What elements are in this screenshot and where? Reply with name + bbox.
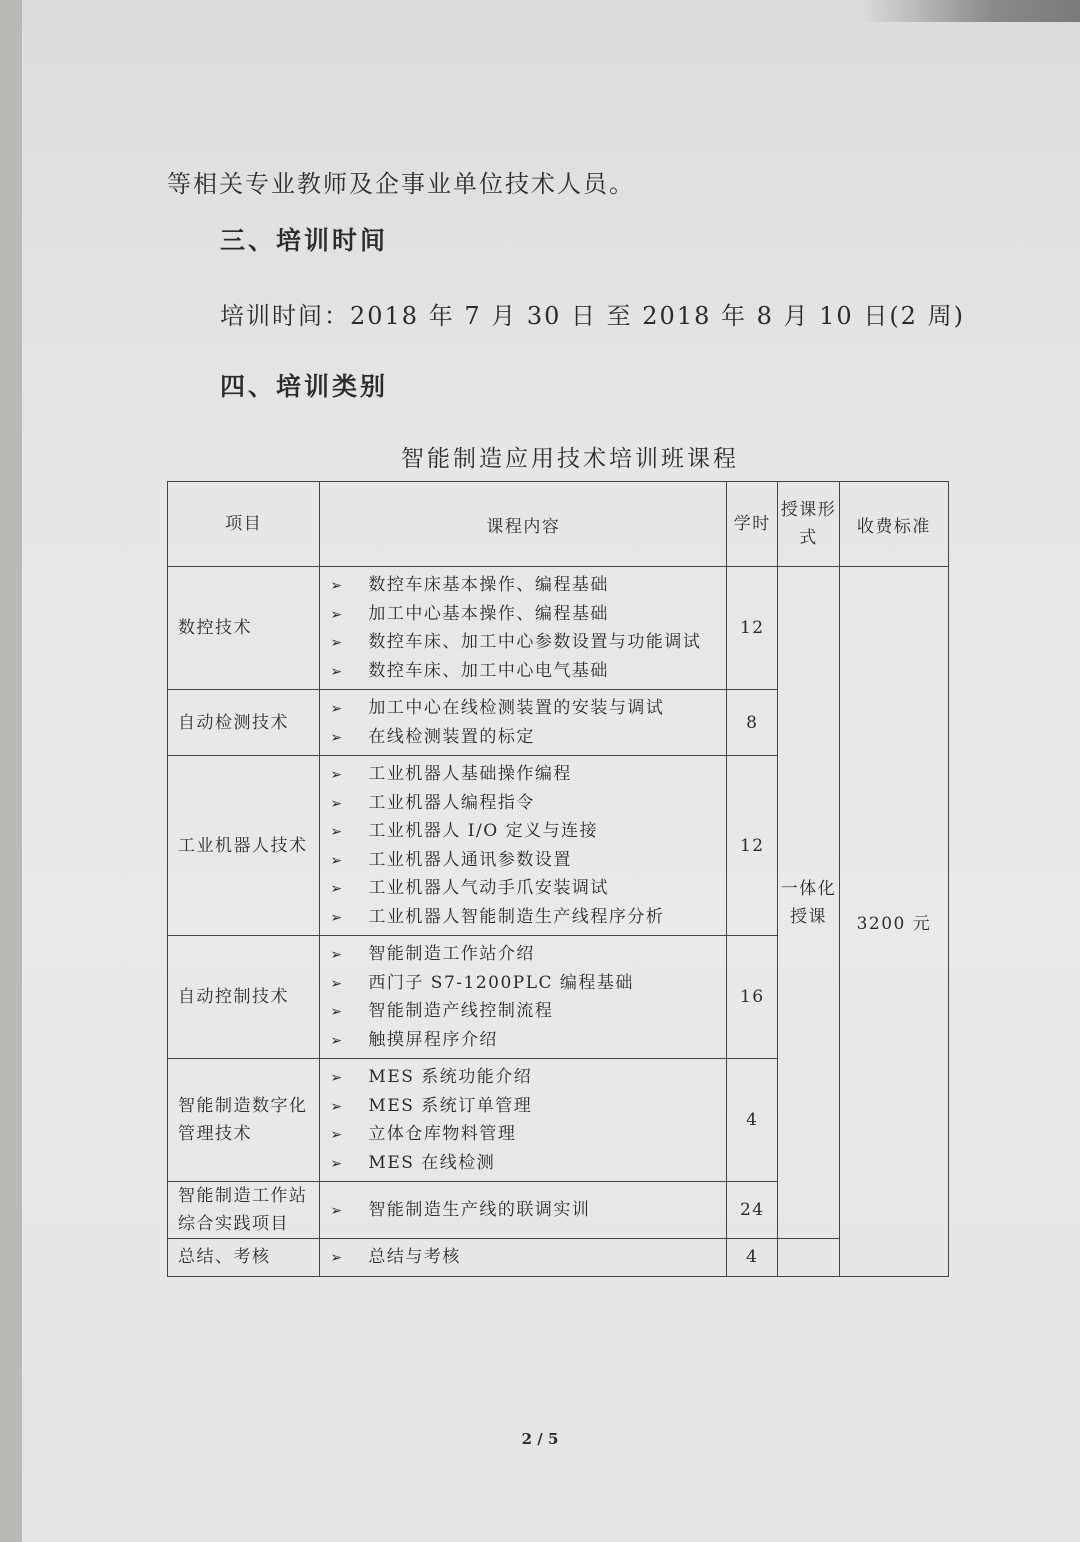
row-content — [320, 1059, 727, 1182]
list-item — [330, 723, 726, 752]
row-project: 智能制造数字化管理技术 — [168, 1059, 320, 1182]
row-hours: 24 — [727, 1182, 778, 1239]
row-hours: 12 — [727, 567, 778, 690]
course-table — [167, 481, 949, 1277]
arrow-bullet-icon: ➢ — [330, 701, 344, 717]
list-item-text: 数控车床、加工中心电气基础 — [368, 660, 609, 681]
arrow-bullet-icon: ➢ — [330, 1250, 344, 1266]
row-project: 数控技术 — [168, 567, 320, 690]
list-item-text: 工业机器人基础操作编程 — [368, 764, 572, 784]
list-item — [330, 628, 726, 657]
list-item-text: MES 在线检测 — [368, 1152, 496, 1173]
list-item-text: 工业机器人通讯参数设置 — [368, 849, 572, 870]
arrow-bullet-icon: ➢ — [330, 1098, 344, 1115]
row-project: 自动检测技术 — [168, 690, 320, 756]
list-item — [330, 903, 726, 932]
row-hours: 12 — [727, 756, 778, 936]
arrow-bullet-icon: ➢ — [330, 663, 344, 680]
arrow-bullet-icon: ➢ — [330, 947, 344, 963]
list-item — [330, 694, 726, 723]
list-item — [330, 846, 726, 875]
list-item — [330, 874, 726, 903]
list-item — [330, 940, 726, 969]
list-item-text: 工业机器人智能制造生产线程序分析 — [368, 906, 665, 927]
list-item-text: 智能制造生产线的联调实训 — [368, 1199, 591, 1220]
row-project: 自动控制技术 — [168, 936, 320, 1059]
row-content — [320, 567, 727, 690]
page-number: 2 / 5 — [521, 1430, 559, 1448]
list-item — [330, 1149, 726, 1178]
list-item-text: 在线检测装置的标定 — [368, 726, 535, 747]
section4-heading: 四、培训类别 — [220, 372, 389, 401]
arrow-bullet-icon: ➢ — [330, 909, 344, 926]
arrow-bullet-icon: ➢ — [330, 606, 344, 623]
list-item — [330, 817, 726, 846]
table-row — [168, 1239, 949, 1277]
row-project: 总结、考核 — [168, 1239, 320, 1277]
intro-tail-text: 等相关专业教师及企事业单位技术人员。 — [167, 170, 635, 198]
header-project: 项目 — [168, 482, 320, 567]
list-item-text: 触摸屏程序介绍 — [368, 1029, 498, 1050]
list-item-text: 总结与考核 — [368, 1247, 461, 1267]
teaching-form-cell: 一体化授课 — [778, 567, 840, 1239]
list-item-text: 加工中心基本操作、编程基础 — [368, 603, 609, 624]
row-hours: 16 — [727, 936, 778, 1059]
arrow-bullet-icon: ➢ — [330, 1070, 344, 1086]
row-content — [320, 1239, 727, 1277]
arrow-bullet-icon: ➢ — [330, 1127, 344, 1143]
row-hours: 4 — [727, 1059, 778, 1182]
list-item — [330, 789, 726, 818]
list-item — [330, 1196, 726, 1225]
row-content — [320, 756, 727, 936]
table-caption: 智能制造应用技术培训班课程 — [401, 446, 739, 472]
header-hours: 学时 — [727, 482, 778, 567]
row-content — [320, 1182, 727, 1239]
list-item-text: MES 系统订单管理 — [368, 1095, 533, 1116]
list-item-text: 工业机器人 I/O 定义与连接 — [368, 821, 599, 841]
list-item-text: 智能制造工作站介绍 — [368, 944, 535, 964]
list-item — [330, 1243, 726, 1272]
header-fee: 收费标准 — [839, 482, 948, 567]
list-item — [330, 657, 726, 686]
arrow-bullet-icon: ➢ — [330, 1202, 344, 1219]
row-project: 智能制造工作站综合实践项目 — [168, 1182, 320, 1239]
list-item — [330, 1092, 726, 1121]
arrow-bullet-icon: ➢ — [330, 767, 344, 783]
list-item — [330, 600, 726, 629]
row-hours: 4 — [727, 1239, 778, 1277]
arrow-bullet-icon: ➢ — [330, 824, 344, 840]
arrow-bullet-icon: ➢ — [330, 795, 344, 812]
arrow-bullet-icon: ➢ — [330, 852, 344, 869]
arrow-bullet-icon: ➢ — [330, 578, 344, 594]
list-item — [330, 1026, 726, 1055]
list-item-text: 工业机器人气动手爪安装调试 — [368, 878, 609, 898]
training-time-text: 培训时间：2018 年 7 月 30 日 至 2018 年 8 月 10 日(2 周) — [220, 302, 965, 330]
arrow-bullet-icon: ➢ — [330, 1032, 344, 1049]
fee-cell: 3200 元 — [839, 567, 948, 1277]
list-item-text: 工业机器人编程指令 — [368, 792, 535, 813]
arrow-bullet-icon: ➢ — [330, 1004, 344, 1020]
header-form: 授课形式 — [778, 482, 840, 567]
list-item-text: MES 系统功能介绍 — [368, 1067, 533, 1087]
list-item — [330, 1120, 726, 1149]
empty-form-cell — [778, 1239, 840, 1277]
list-item-text: 智能制造产线控制流程 — [368, 1001, 554, 1021]
list-item-text: 西门子 S7-1200PLC 编程基础 — [368, 972, 634, 993]
list-item-text: 立体仓库物料管理 — [368, 1124, 517, 1144]
row-hours: 8 — [727, 690, 778, 756]
arrow-bullet-icon: ➢ — [330, 635, 344, 651]
list-item-text: 加工中心在线检测装置的安装与调试 — [368, 698, 665, 718]
arrow-bullet-icon: ➢ — [330, 1155, 344, 1172]
row-project: 工业机器人技术 — [168, 756, 320, 936]
row-content — [320, 936, 727, 1059]
table-row — [168, 567, 949, 690]
table-body — [168, 567, 949, 1277]
table-header-row — [168, 482, 949, 567]
list-item — [330, 997, 726, 1026]
list-item — [330, 760, 726, 789]
section3-heading: 三、培训时间 — [220, 226, 389, 255]
list-item-text: 数控车床、加工中心参数设置与功能调试 — [368, 632, 702, 652]
row-content — [320, 690, 727, 756]
list-item — [330, 969, 726, 998]
arrow-bullet-icon: ➢ — [330, 729, 344, 746]
background-shadow — [860, 0, 1080, 22]
list-item-text: 数控车床基本操作、编程基础 — [368, 575, 609, 595]
list-item — [330, 1063, 726, 1092]
header-content: 课程内容 — [320, 482, 727, 567]
list-item — [330, 571, 726, 600]
arrow-bullet-icon: ➢ — [330, 975, 344, 992]
arrow-bullet-icon: ➢ — [330, 881, 344, 897]
